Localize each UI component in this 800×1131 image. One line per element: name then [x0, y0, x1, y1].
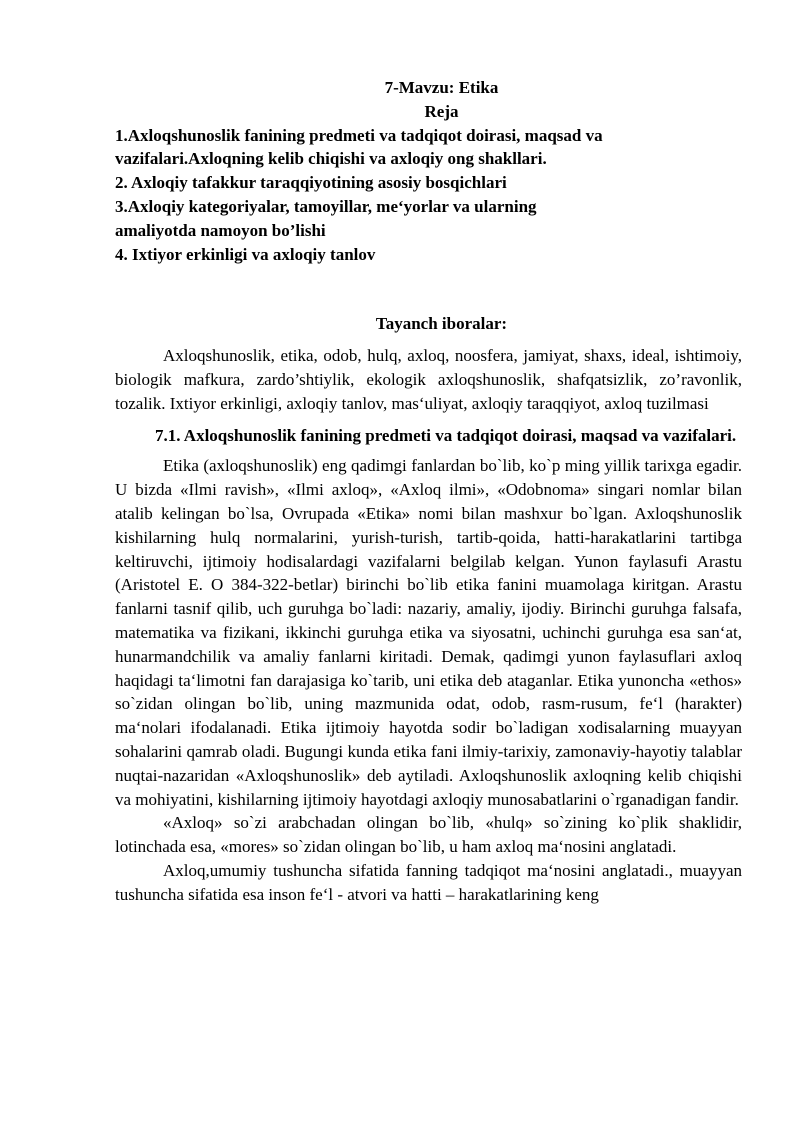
document-page [115, 76, 742, 907]
plan-item-3: 3.Axloqiy kategoriyalar, tamoyillar, me‘yorlar va ularning amaliyotda namoyon bo’lishi [115, 196, 537, 240]
plan-heading: Reja [424, 101, 459, 121]
plan-list [115, 124, 742, 267]
plan-item-1: 1.Axloqshunoslik fanining predmeti va tadqiqot doirasi, maqsad va vazifalari.Axloqning kelib chiqishi va axloqiy ong shakllari. [115, 125, 603, 169]
plan-item-4: 4. Ixtiyor erkinligi va axloqiy tanlov [115, 244, 376, 264]
section-heading: 7.1. Axloqshunoslik fanining predmeti va tadqiqot doirasi, maqsad va vazifalari. [155, 425, 737, 445]
plan-item-2: 2. Axloqiy tafakkur taraqqiyotining asosiy bosqichlari [115, 173, 507, 193]
keywords-paragraph: Axloqshunoslik, etika, odob, hulq, axloq, noosfera, jamiyat, shaxs, ideal, ishtimoiy, biologik mafkura, zardo’shtiylik, ekologik axloqshunoslik, shafqatsizlik, zo’ravonlik, tozalik. Ixtiyor erkinligi, axloqiy tanlov, mas‘uliyat, axloqiy taraqqiyot, axloq tuzilmasi [115, 346, 742, 413]
body-paragraph-3: Axloq,umumiy tushuncha sifatida fanning tadqiqot ma‘nosini anglatadi., muayyan tushuncha sifatida esa inson fe‘l - atvori va hatti – harakatlarining keng [115, 860, 742, 904]
document-title: 7-Mavzu: Etika [384, 78, 499, 97]
body-paragraph-2: «Axloq» so`zi arabchadan olingan bo`lib, «hulq» so`zining ko`plik shaklidir, lotinchada esa, «mores» so`zidan olingan bo`lib, u ham axloq ma‘nosini anglatadi. [115, 813, 742, 857]
body-paragraph-1: Etika (axloqshunoslik) eng qadimgi fanlardan bo`lib, ko`p ming yillik tarixga egadir. U bizda «Ilmi ravish», «Ilmi axloq», «Axloq ilmi», «Odobnoma» singari nomlar bilan atalib kelingan bo`lsa, Ovrupada «Etika» nomi bilan mashxur bo`lgan. Axloqshunoslik kishilarning hulq normalarini, yurish-turish, tartib-qoida, hatti-harakatlarini tartibga keltiruvchi, ijtimoiy hodisalardagi vazifalarni belgilab kelgan. Yunon faylasufi Arastu (Aristotel E. O 384-322-betlar) birinchi bo`lib etika fanini muamolaga kiritgan. Arastu fanlarni tasnif qilib, uch guruhga bo`ladi: nazariy, amaliy, ijodiy. Birinchi guruhga falsafa, matematika va fizikani, ikkinchi guruhga etika va siyosatni, uchinchi guruhga esa san‘at, hunarmandchilik va amaliy fanlarni kiritadi. Demak, qadimgi yunon faylasuflari axloq haqidagi ta‘limotni fan darajasiga ko`tarib, uni etika deb ataganlar. Etika yunoncha «ethos» so`zidan olingan bo`lib, uning mazmunida odat, odob, rasm-rusum, fe‘l (harakter) ma‘nolari ifodalanadi. Etika ijtimoiy hayotda sodir bo`ladigan xodisalarning muayyan sohalarini qamrab oladi. Bugungi kunda etika fani ilmiy-tarixiy, zamonaviy-hayotiy talablar nuqtai-nazaridan «Axloqshunoslik» deb aytiladi. Axloqshunoslik axloqning kelib chiqishi va mohiyatini, kishilarning ijtimoiy hayotdagi axloqiy munosabatlarini o`rganadigan fandir. [115, 456, 742, 809]
keywords-heading: Tayanch iboralar: [375, 314, 508, 334]
